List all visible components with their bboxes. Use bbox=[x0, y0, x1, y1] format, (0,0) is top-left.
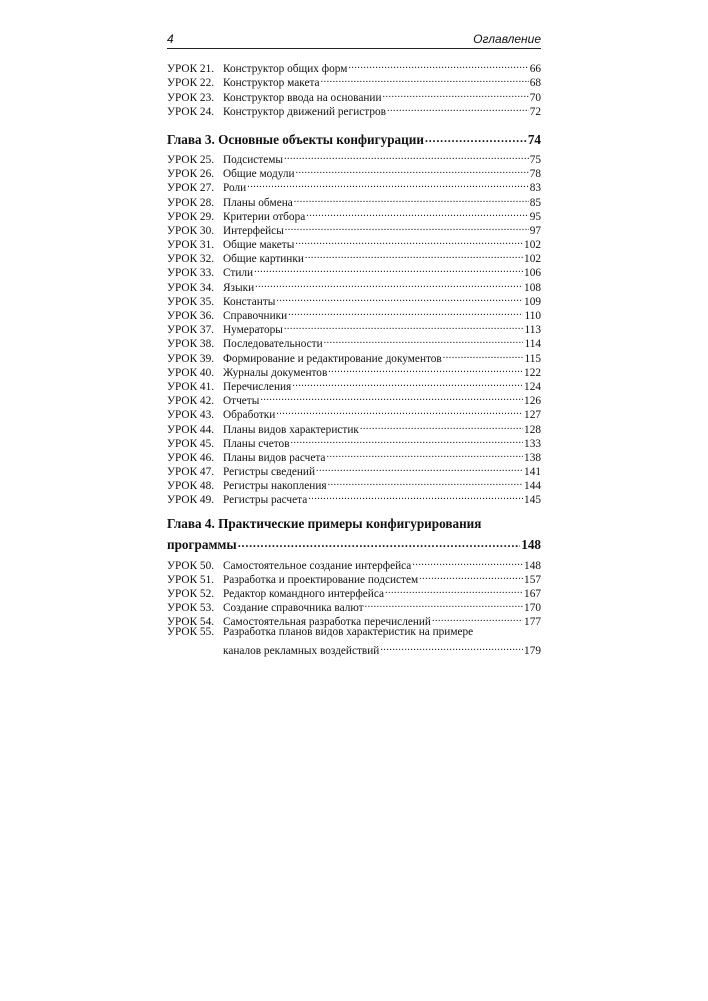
lesson-title: Отчеты bbox=[223, 395, 260, 408]
lesson-label: УРОК 37. bbox=[167, 324, 215, 337]
lesson-page: 179 bbox=[524, 644, 541, 657]
lesson-page: 114 bbox=[524, 338, 541, 351]
lesson-title: Редактор командного интерфейса bbox=[223, 588, 384, 600]
lesson-page: 127 bbox=[524, 409, 541, 422]
page-number: 4 bbox=[167, 32, 174, 46]
dot-leader bbox=[412, 554, 523, 568]
lesson-label: УРОК 23. bbox=[167, 91, 215, 104]
dot-leader bbox=[360, 418, 523, 432]
dot-leader bbox=[296, 163, 529, 177]
lesson-page: 75 bbox=[529, 153, 541, 166]
lesson-label: УРОК 39. bbox=[167, 352, 215, 365]
lesson-page: 170 bbox=[524, 602, 541, 615]
dot-leader bbox=[254, 262, 523, 276]
lesson-title: Конструктор ввода на основании bbox=[223, 91, 382, 104]
lesson-page: 145 bbox=[524, 494, 541, 507]
lesson-page: 157 bbox=[524, 573, 541, 586]
lesson-page: 144 bbox=[524, 480, 541, 493]
lesson-title: Регистры расчета bbox=[223, 494, 308, 507]
dot-leader bbox=[443, 347, 524, 361]
lesson-page: 102 bbox=[524, 253, 541, 266]
lesson-page: 95 bbox=[529, 210, 541, 223]
lesson-label: УРОК 43. bbox=[167, 409, 215, 422]
lesson-page: 124 bbox=[524, 380, 541, 393]
lesson-title: Нумераторы bbox=[223, 324, 283, 337]
lesson-label: УРОК 30. bbox=[167, 224, 215, 237]
lesson-title: Разработка и проектирование подсистем bbox=[223, 573, 419, 586]
dot-leader bbox=[285, 220, 529, 234]
dot-leader bbox=[238, 532, 521, 549]
lesson-page: 126 bbox=[524, 395, 541, 408]
running-title: Оглавление bbox=[473, 32, 541, 46]
lesson-title: Перечисления bbox=[223, 380, 292, 393]
lesson-page: 85 bbox=[529, 196, 541, 209]
lesson-label: УРОК 28. bbox=[167, 196, 215, 209]
lesson-title: Справочники bbox=[223, 310, 288, 322]
lesson-label: УРОК 44. bbox=[167, 423, 215, 436]
dot-leader bbox=[380, 640, 523, 654]
lesson-label: УРОК 50. bbox=[167, 559, 215, 572]
dot-leader bbox=[365, 597, 523, 611]
lesson-title: Конструктор макета bbox=[223, 77, 320, 90]
lesson-label: УРОК 31. bbox=[167, 239, 215, 252]
lesson-page: 128 bbox=[524, 423, 541, 436]
dot-leader bbox=[425, 127, 527, 144]
lesson-title: Регистры сведений bbox=[223, 466, 316, 479]
lesson-title: Языки bbox=[223, 281, 255, 294]
lesson-label: УРОК 25. bbox=[167, 153, 215, 166]
dot-leader bbox=[348, 58, 528, 72]
toc-entry-multiline[interactable] bbox=[167, 625, 541, 657]
lesson-page: 78 bbox=[529, 168, 541, 181]
lesson-label: УРОК 21. bbox=[167, 63, 215, 76]
lesson-page: 141 bbox=[524, 466, 541, 479]
dot-leader bbox=[328, 362, 523, 376]
chapter-page: 74 bbox=[527, 131, 541, 147]
dot-leader bbox=[295, 234, 523, 248]
lesson-title: Стили bbox=[223, 267, 254, 280]
lesson-label: УРОК 47. bbox=[167, 466, 215, 479]
dot-leader bbox=[288, 305, 523, 319]
lesson-title: Критерии отбора bbox=[223, 210, 306, 223]
lesson-title: Общие картинки bbox=[223, 253, 304, 266]
lesson-page: 70 bbox=[529, 91, 541, 104]
dot-leader bbox=[284, 319, 524, 333]
lesson-label: УРОК 34. bbox=[167, 281, 215, 294]
chapter-title: Глава 3. Основные объекты конфигурации bbox=[167, 131, 424, 147]
lesson-title: Подсистемы bbox=[223, 153, 283, 166]
lesson-title: Регистры накопления bbox=[223, 480, 327, 493]
lesson-title: Константы bbox=[223, 295, 276, 308]
lesson-page: 66 bbox=[529, 63, 541, 76]
lesson-title: Конструктор общих форм bbox=[223, 63, 348, 76]
lesson-page: 72 bbox=[529, 105, 541, 118]
lesson-title: Интерфейсы bbox=[223, 224, 284, 237]
dot-leader bbox=[292, 376, 523, 390]
dot-leader bbox=[284, 149, 529, 163]
lesson-title-line-1: Разработка планов видов характеристик на примере bbox=[223, 626, 474, 639]
dot-leader bbox=[247, 177, 529, 191]
dot-leader bbox=[321, 72, 529, 86]
lesson-label: УРОК 55. bbox=[167, 626, 215, 639]
lesson-page: 68 bbox=[529, 77, 541, 90]
lesson-page: 138 bbox=[524, 451, 541, 464]
lesson-label: УРОК 33. bbox=[167, 267, 215, 280]
lesson-label: УРОК 46. bbox=[167, 451, 215, 464]
lesson-label: УРОК 52. bbox=[167, 588, 215, 600]
lesson-page: 106 bbox=[524, 267, 541, 280]
lesson-title: Общие модули bbox=[223, 168, 295, 181]
lesson-label: УРОК 45. bbox=[167, 437, 215, 450]
lesson-label: УРОК 26. bbox=[167, 168, 215, 181]
lesson-title: Планы видов расчета bbox=[223, 451, 326, 464]
chapter-title-line-2: программы bbox=[167, 537, 237, 553]
lesson-title: Общие макеты bbox=[223, 239, 295, 252]
dot-leader bbox=[387, 101, 529, 115]
lesson-label: УРОК 22. bbox=[167, 77, 215, 90]
lesson-title: Создание справочника валют bbox=[223, 602, 364, 615]
dot-leader bbox=[328, 475, 523, 489]
dot-leader bbox=[306, 206, 528, 220]
lesson-label: УРОК 40. bbox=[167, 366, 215, 379]
dot-leader bbox=[308, 489, 523, 503]
lesson-page: 115 bbox=[524, 352, 541, 365]
lesson-title: Самостоятельное создание интерфейса bbox=[223, 559, 412, 572]
toc-entry[interactable] bbox=[167, 554, 541, 572]
lesson-page: 108 bbox=[524, 281, 541, 294]
lesson-title: Формирование и редактирование документов bbox=[223, 352, 442, 365]
dot-leader bbox=[291, 433, 524, 447]
lesson-title: Журналы документов bbox=[223, 366, 328, 379]
toc-entry[interactable] bbox=[167, 149, 541, 166]
lesson-page: 133 bbox=[524, 437, 541, 450]
dot-leader bbox=[255, 276, 523, 290]
dot-leader bbox=[316, 461, 523, 475]
dot-leader bbox=[383, 86, 529, 100]
dot-leader bbox=[385, 583, 523, 597]
lesson-page: 102 bbox=[524, 239, 541, 252]
table-of-contents bbox=[167, 58, 541, 657]
dot-leader bbox=[276, 404, 523, 418]
lesson-label: УРОК 51. bbox=[167, 573, 215, 586]
lesson-page: 109 bbox=[524, 295, 541, 308]
lesson-page: 110 bbox=[524, 310, 541, 322]
lesson-title: Обработки bbox=[223, 409, 276, 422]
lesson-title: Планы видов характеристик bbox=[223, 423, 359, 436]
lesson-title: Последовательности bbox=[223, 338, 323, 351]
lesson-label: УРОК 48. bbox=[167, 480, 215, 493]
lesson-title: Конструктор движений регистров bbox=[223, 105, 386, 118]
chapter-page: 148 bbox=[521, 537, 541, 553]
running-header bbox=[167, 30, 541, 49]
dot-leader bbox=[324, 333, 524, 347]
dot-leader bbox=[294, 191, 529, 205]
lesson-label: УРОК 29. bbox=[167, 210, 215, 223]
lesson-label: УРОК 42. bbox=[167, 395, 215, 408]
lesson-page: 83 bbox=[529, 182, 541, 195]
lesson-page: 167 bbox=[524, 588, 541, 600]
lesson-page: 113 bbox=[524, 324, 541, 337]
chapter-3-heading[interactable] bbox=[167, 127, 541, 147]
dot-leader bbox=[326, 447, 523, 461]
lesson-label: УРОК 35. bbox=[167, 295, 215, 308]
toc-group-2 bbox=[167, 149, 541, 507]
lesson-label: УРОК 36. bbox=[167, 310, 215, 322]
lesson-title: Самостоятельная разработка перечислений bbox=[223, 616, 431, 629]
dot-leader bbox=[305, 248, 523, 262]
lesson-title: Планы счетов bbox=[223, 437, 290, 450]
lesson-label: УРОК 53. bbox=[167, 602, 215, 615]
lesson-page: 148 bbox=[524, 559, 541, 572]
dot-leader bbox=[260, 390, 523, 404]
chapter-4-heading[interactable] bbox=[167, 515, 541, 553]
dot-leader bbox=[432, 611, 523, 625]
lesson-label: УРОК 41. bbox=[167, 380, 215, 393]
lesson-label: УРОК 32. bbox=[167, 253, 215, 266]
chapter-title-line-1: Глава 4. Практические примеры конфигурирования bbox=[167, 516, 482, 532]
lesson-title: Роли bbox=[223, 182, 247, 195]
toc-entry[interactable] bbox=[167, 58, 541, 76]
lesson-label: УРОК 38. bbox=[167, 338, 215, 351]
dot-leader bbox=[276, 291, 523, 305]
lesson-label: УРОК 24. bbox=[167, 105, 215, 118]
toc-group-3 bbox=[167, 554, 541, 657]
dot-leader bbox=[419, 569, 523, 583]
lesson-page: 122 bbox=[524, 366, 541, 379]
lesson-page: 177 bbox=[524, 616, 541, 629]
lesson-label: УРОК 27. bbox=[167, 182, 215, 195]
lesson-title: Планы обмена bbox=[223, 196, 293, 209]
lesson-label: УРОК 54. bbox=[167, 616, 215, 629]
toc-group-1 bbox=[167, 58, 541, 118]
lesson-page: 97 bbox=[529, 224, 541, 237]
lesson-label: УРОК 49. bbox=[167, 494, 215, 507]
lesson-title-line-2: каналов рекламных воздействий bbox=[223, 644, 380, 657]
